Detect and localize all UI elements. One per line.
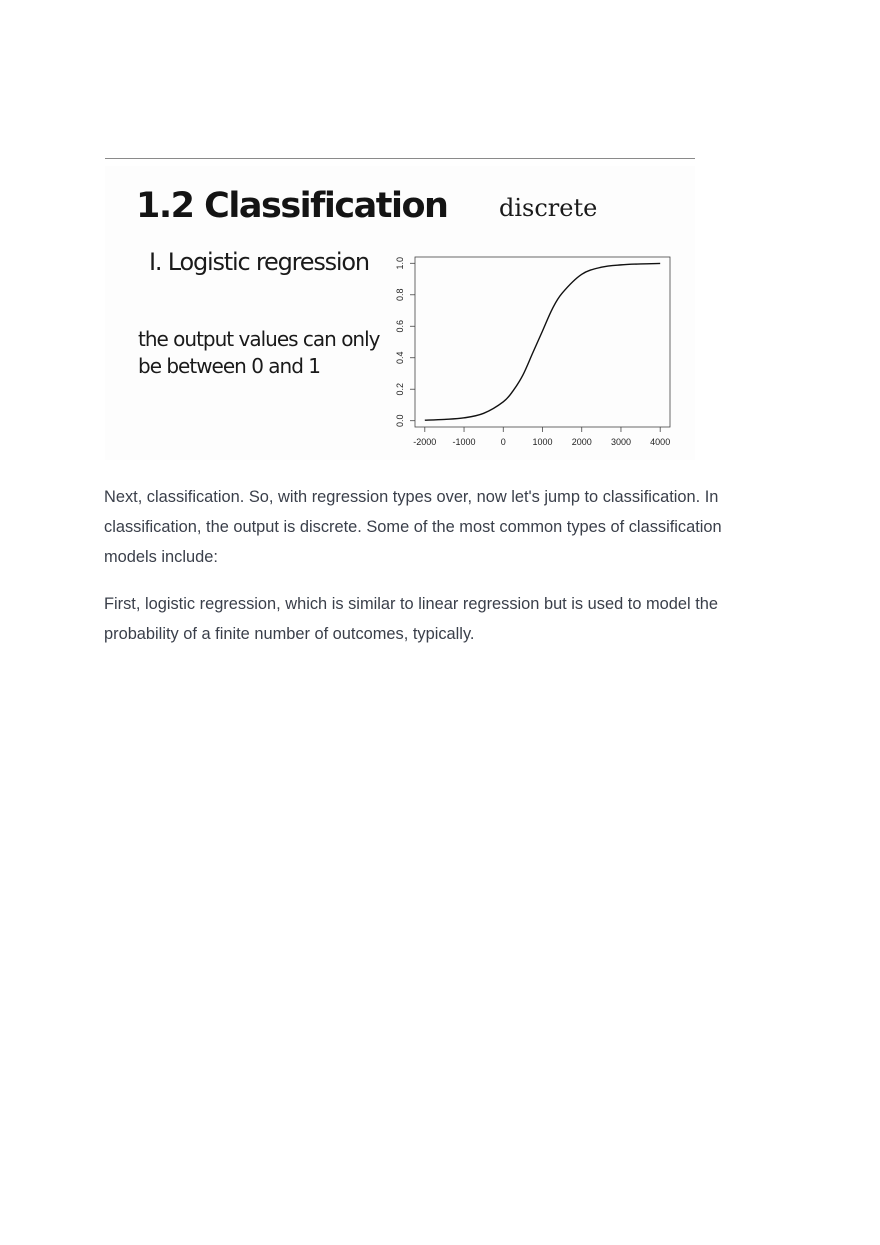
y-axis — [395, 257, 415, 427]
plot-frame — [415, 257, 670, 427]
y-tick-label: 0.0 — [395, 414, 405, 427]
logistic-chart — [385, 246, 695, 460]
slide-keyword: discrete — [499, 194, 598, 222]
y-tick-label: 0.6 — [395, 320, 405, 333]
x-tick-label: 1000 — [532, 437, 553, 447]
slide-note: the output values can only be between 0 and 1 — [138, 327, 380, 378]
y-tick-label: 0.2 — [395, 382, 405, 396]
slide-subtitle: I. Logistic regression — [149, 248, 369, 276]
body-paragraph-1: Next, classification. So, with regression types over, now let's jump to classification. In classification, the output is discrete. Some of the most common types of classification models include: — [104, 488, 722, 566]
x-tick-label: 2000 — [571, 437, 592, 447]
slide-title: 1.2 Classification — [136, 186, 448, 226]
y-tick-label: 0.4 — [395, 351, 405, 364]
x-tick-label: 3000 — [610, 437, 631, 447]
x-axis — [413, 427, 670, 447]
x-tick-label: -1000 — [452, 437, 476, 447]
logistic-curve — [425, 263, 660, 420]
x-tick-label: -2000 — [413, 437, 437, 447]
slide-image — [105, 166, 695, 460]
body-paragraph-2: First, logistic regression, which is similar to linear regression but is used to model the probability of a finite number of outcomes, typically. — [104, 595, 718, 643]
x-tick-label: 4000 — [650, 437, 671, 447]
x-tick-label: 0 — [500, 437, 506, 447]
top-divider — [105, 158, 695, 159]
y-tick-label: 0.8 — [395, 288, 405, 302]
y-tick-label: 1.0 — [395, 257, 405, 270]
